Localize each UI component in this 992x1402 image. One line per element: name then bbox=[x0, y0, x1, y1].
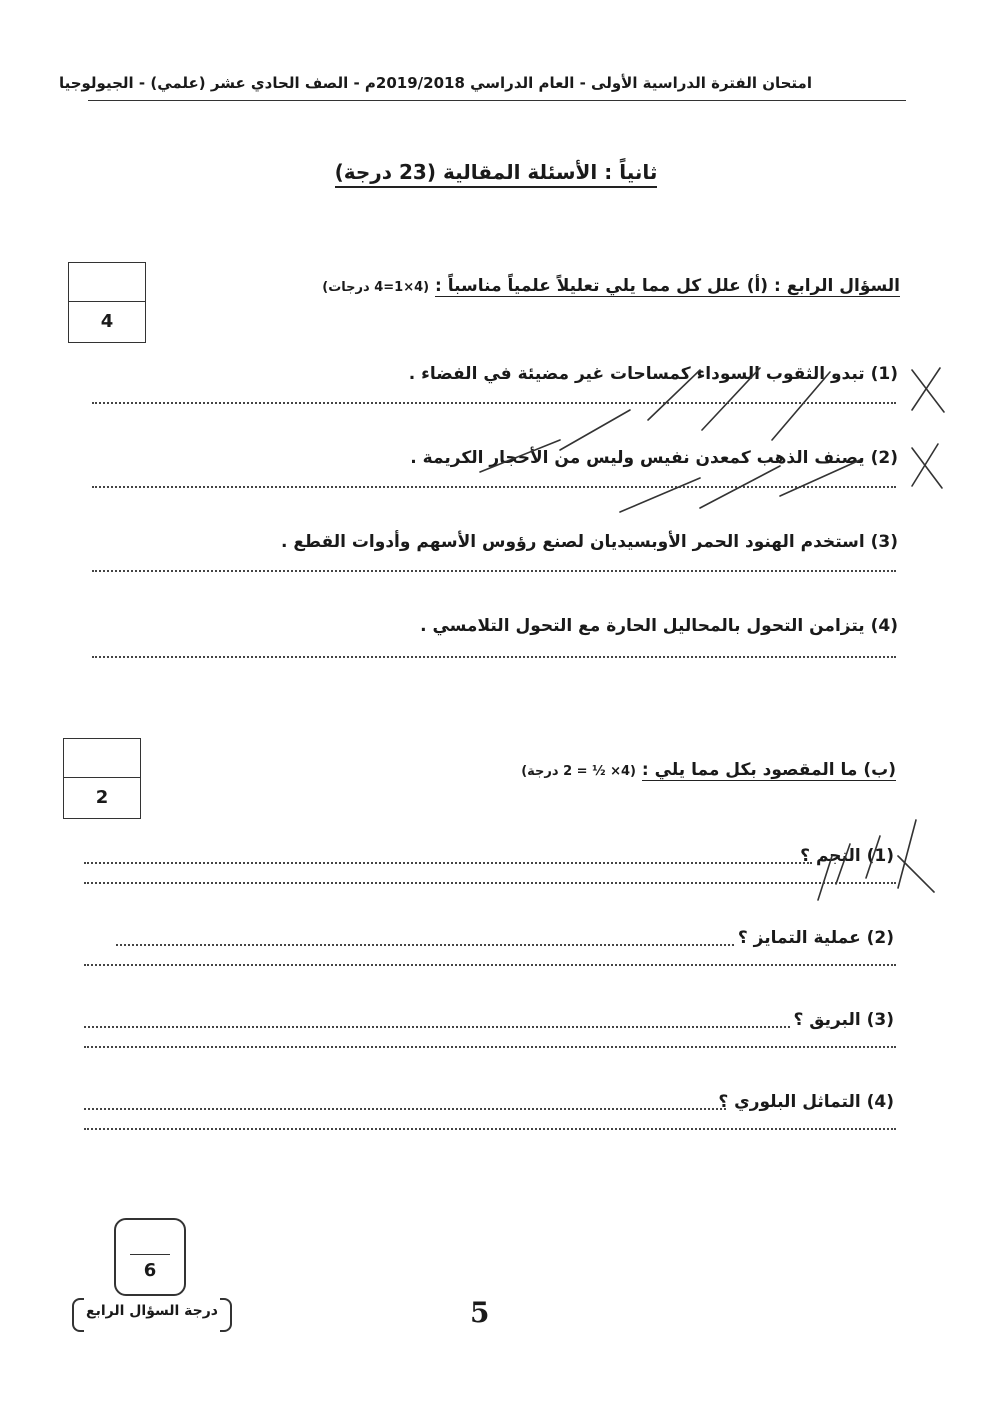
answer-line bbox=[84, 964, 896, 966]
answer-line bbox=[84, 882, 896, 884]
answer-line bbox=[92, 656, 896, 658]
answer-line bbox=[84, 1026, 790, 1028]
answer-line bbox=[92, 402, 896, 404]
total-score-label: درجة السؤال الرابع bbox=[86, 1303, 218, 1319]
total-score: 6 bbox=[143, 1260, 157, 1281]
answer-line bbox=[84, 1108, 726, 1110]
part-a-score-box bbox=[68, 262, 146, 343]
section-title-text: ثانياً : الأسئلة المقالية (23 درجة) bbox=[335, 160, 658, 188]
part-b-marks: (4× ½ = 2 درجة) bbox=[521, 764, 636, 779]
part-a-item-1: (1) تبدو الثقوب السوداء كمساحات غير مضيئة في الفضاء . bbox=[408, 364, 898, 384]
answer-line bbox=[84, 862, 812, 864]
part-a-item-4: (4) يتزامن التحول بالمحاليل الحارة مع التحول التلامسي . bbox=[420, 616, 898, 636]
part-a-heading-prefix: السؤال الرابع : (أ) bbox=[740, 276, 900, 296]
part-a-score: 4 bbox=[100, 311, 114, 332]
part-b-item-4: (4) التماثل البلوري ؟ bbox=[718, 1092, 894, 1112]
answer-line bbox=[84, 1128, 896, 1130]
page-number: 5 bbox=[470, 1296, 490, 1329]
part-b-score-box bbox=[63, 738, 141, 819]
total-score-label-box bbox=[72, 1296, 232, 1330]
header-divider bbox=[88, 100, 906, 101]
part-b-heading-main: (ب) ما المقصود بكل مما يلي : bbox=[641, 760, 896, 780]
answer-line bbox=[84, 1046, 896, 1048]
part-a-heading bbox=[322, 276, 900, 296]
answer-line bbox=[92, 570, 896, 572]
total-score-box bbox=[114, 1218, 186, 1296]
score-box-blank bbox=[64, 739, 140, 778]
section-title bbox=[0, 160, 992, 184]
part-a-heading-main: علل كل مما يلي تعليلاً علمياً مناسباً : bbox=[435, 276, 741, 296]
part-b-item-1: (1) النجم ؟ bbox=[800, 846, 894, 866]
exam-header: امتحان الفترة الدراسية الأولى - العام الدراسي 2019/2018م - الصف الحادي عشر (علمي) - الجيولوجيا bbox=[58, 74, 812, 92]
answer-line bbox=[116, 944, 734, 946]
score-box-blank bbox=[69, 263, 145, 302]
part-a-marks: (4×1=4 درجات) bbox=[322, 280, 430, 295]
part-a-item-2: (2) يصنف الذهب كمعدن نفيس وليس من الأحجار الكريمة . bbox=[410, 448, 898, 468]
answer-line bbox=[92, 486, 896, 488]
part-b-heading bbox=[521, 760, 896, 780]
part-a-item-3: (3) استخدم الهنود الحمر الأوبسيديان لصنع رؤوس الأسهم وأدوات القطع . bbox=[280, 532, 898, 552]
part-b-score: 2 bbox=[95, 787, 109, 808]
part-b-item-3: (3) البريق ؟ bbox=[793, 1010, 894, 1030]
part-b-item-2: (2) عملية التمايز ؟ bbox=[737, 928, 894, 948]
total-score-fraction-line bbox=[130, 1254, 170, 1255]
